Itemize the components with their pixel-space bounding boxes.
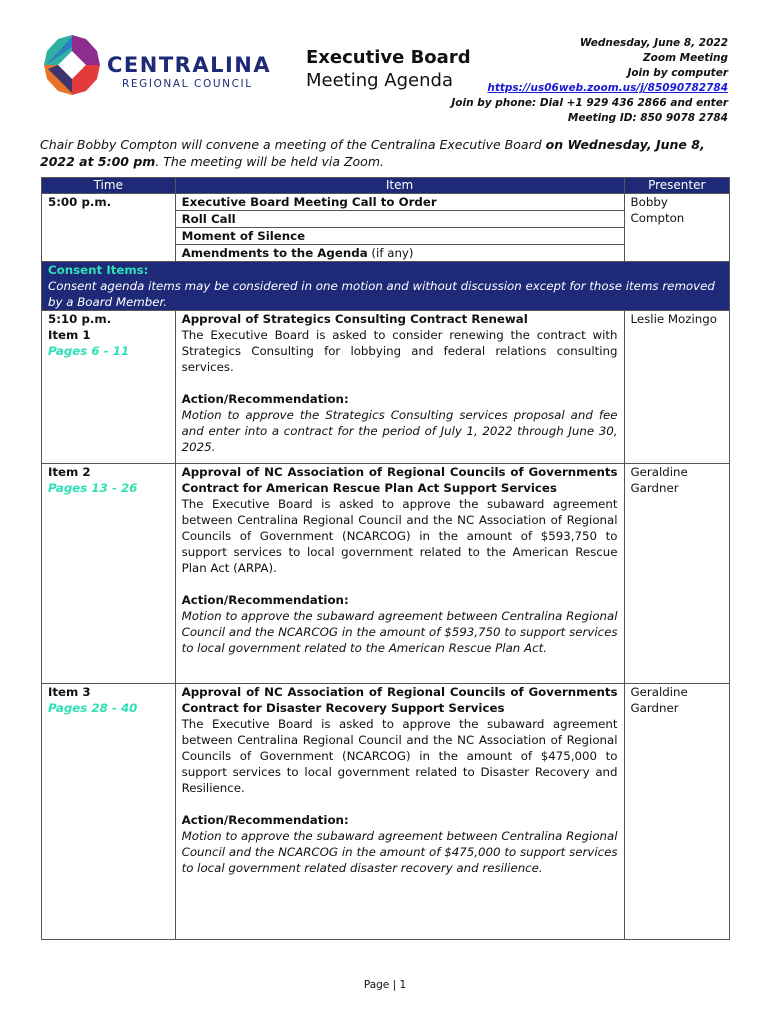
consent-description: Consent agenda items may be considered in one motion and without discussion except for those items removed by a Board Member. [48, 279, 715, 309]
item2-action-label: Action/Recommendation: [181, 593, 349, 607]
item3-content [175, 684, 624, 940]
item1-action: Motion to approve the Strategics Consulting services proposal and fee and enter into a contract for the period of July 1, 2022 through June 30, 2025. [181, 408, 618, 454]
table-row [42, 311, 730, 464]
opening-presenter: Bobby Compton [624, 194, 729, 262]
consent-title: Consent Items: [48, 263, 149, 277]
centralina-logo-icon [42, 33, 102, 97]
item1-title: Approval of Strategics Consulting Contract Renewal [181, 312, 528, 326]
opening-item [175, 245, 624, 262]
intro-paragraph [40, 136, 730, 170]
intro-text-1: Chair Bobby Compton will convene a meeting of the Centralina Executive Board [40, 137, 546, 152]
meeting-info [451, 36, 728, 126]
item3-action: Motion to approve the subaward agreement between Centralina Regional Council and the NCARCOG in the amount of $475,000 to support services to local government related disaster recovery and resilience. [181, 829, 618, 875]
item1-pages: Pages 6 - 11 [48, 344, 130, 358]
consent-row [42, 262, 730, 311]
join-computer-label: Join by computer [627, 67, 728, 79]
intro-text-bold: on Wednesday, June 8, 2022 at 5:00 pm [40, 137, 705, 169]
item1-time: 5:10 p.m. [48, 312, 112, 326]
item2-description: The Executive Board is asked to approve the subaward agreement between Centralina Regional Council and the NC Association of Regional Councils of Government (NCARCOG) in the amount of $593,750 to support services to local government related to the American Rescue Plan Act (ARPA). [181, 497, 618, 575]
item3-pages: Pages 28 - 40 [48, 701, 138, 715]
item1-action-label: Action/Recommendation: [181, 392, 349, 406]
item3-label: Item 3 [48, 685, 91, 699]
item1-description: The Executive Board is asked to consider renewing the contract with Strategics Consulting for lobbying and federal relations consulting services. [181, 328, 618, 374]
amend-note: (if any) [367, 246, 414, 260]
item2-action: Motion to approve the subaward agreement between Centralina Regional Council and the NCARCOG in the amount of $593,750 to support services to local government related to the American Rescue Plan Act. [181, 609, 618, 655]
agenda-table [41, 177, 730, 940]
item1-label: Item 1 [48, 328, 91, 342]
page-number: Page | 1 [363, 979, 407, 991]
consent-cell [42, 262, 730, 311]
item3-action-label: Action/Recommendation: [181, 813, 349, 827]
item2-pages: Pages 13 - 26 [48, 481, 138, 495]
item2-label: Item 2 [48, 465, 91, 479]
org-subname: REGIONAL COUNCIL [122, 78, 253, 90]
header-time: Time [42, 178, 176, 194]
item2-presenter: Geraldine Gardner [624, 464, 729, 684]
meeting-date: Wednesday, June 8, 2022 [579, 37, 728, 49]
agenda-header-row [42, 178, 730, 194]
item2-title: Approval of NC Association of Regional Councils of Governments Contract for American Rescue Plan Act Support Services [181, 465, 618, 495]
amend-label: Amendments to the Agenda [181, 246, 368, 260]
item2-content [175, 464, 624, 684]
item1-content [175, 311, 624, 464]
item1-time-cell [42, 311, 176, 464]
item3-presenter: Geraldine Gardner [624, 684, 729, 940]
meeting-id: Meeting ID: 850 9078 2784 [567, 112, 728, 124]
header-item: Item [175, 178, 624, 194]
join-phone-label: Join by phone: Dial +1 929 436 2866 and enter [451, 97, 728, 109]
header-presenter: Presenter [624, 178, 729, 194]
table-row [42, 464, 730, 684]
table-row [42, 194, 730, 211]
item3-time-cell [42, 684, 176, 940]
meeting-type: Zoom Meeting [643, 52, 728, 64]
intro-text-2: . The meeting will be held via Zoom. [155, 154, 384, 169]
opening-item: Moment of Silence [175, 228, 624, 245]
table-row [42, 684, 730, 940]
item3-description: The Executive Board is asked to approve the subaward agreement between Centralina Regional Council and the NC Association of Regional Councils of Government (NCARCOG) in the amount of $475,000 to support services to local government related to Disaster Recovery and Resilience. [181, 717, 618, 795]
opening-item: Executive Board Meeting Call to Order [175, 194, 624, 211]
page-title: Executive Board [306, 47, 471, 68]
opening-time: 5:00 p.m. [42, 194, 176, 262]
item2-time-cell [42, 464, 176, 684]
opening-item: Roll Call [175, 211, 624, 228]
item3-title: Approval of NC Association of Regional Councils of Governments Contract for Disaster Recovery Support Services [181, 685, 618, 715]
org-name: CENTRALINA [107, 53, 272, 77]
page-subtitle: Meeting Agenda [306, 70, 453, 91]
item1-presenter: Leslie Mozingo [624, 311, 729, 464]
zoom-link[interactable]: https://us06web.zoom.us/j/85090782784 [487, 82, 728, 94]
